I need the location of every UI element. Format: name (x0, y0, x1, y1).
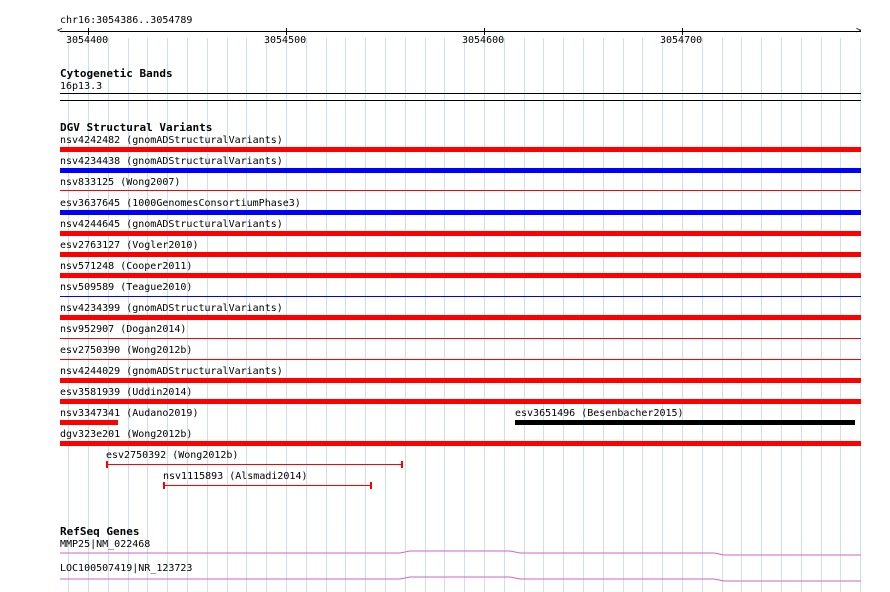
ruler-tick-label: 3054500 (264, 35, 307, 46)
variant-bar-complex[interactable] (515, 420, 855, 425)
cytoband-bar-bottom[interactable] (60, 100, 861, 101)
ruler-tick (682, 28, 683, 35)
ruler-axis (60, 31, 861, 32)
cytoband-label[interactable]: 16p13.3 (60, 81, 103, 92)
ruler-right-arrow: > (856, 26, 862, 36)
variant-label[interactable]: nsv4244029 (gnomADStructuralVariants) (60, 366, 283, 377)
variant-label[interactable]: nsv952907 (Dogan2014) (60, 324, 187, 335)
ruler-left-arrow: < (57, 26, 63, 36)
variant-label[interactable]: esv2750392 (Wong2012b) (106, 450, 239, 461)
ruler-tick-label: 3054600 (462, 35, 505, 46)
variant-bar-end-cap (401, 461, 403, 468)
variant-bar-gain[interactable] (60, 273, 861, 278)
ruler-tick-label: 3054700 (660, 35, 703, 46)
variant-label[interactable]: nsv1115893 (Alsmadi2014) (163, 471, 308, 482)
ruler-tick (286, 28, 287, 35)
variant-label[interactable]: nsv833125 (Wong2007) (60, 177, 181, 188)
variant-bar-end-cap (163, 482, 165, 489)
variant-bar-loss[interactable] (60, 168, 861, 173)
coordinate-range: chr16:3054386..3054789 (60, 15, 193, 26)
variant-label[interactable]: nsv4244645 (gnomADStructuralVariants) (60, 219, 283, 230)
variant-bar-gain[interactable] (60, 359, 861, 360)
variant-label[interactable]: nsv4234438 (gnomADStructuralVariants) (60, 156, 283, 167)
variant-bar-gain[interactable] (60, 190, 861, 191)
ruler-tick (88, 28, 89, 35)
gene-label[interactable]: MMP25|NM_022468 (60, 539, 151, 550)
variant-label[interactable]: esv3581939 (Uddin2014) (60, 387, 193, 398)
variant-bar-gain[interactable] (60, 147, 861, 152)
variant-bar-gain[interactable] (164, 485, 372, 486)
variant-bar-loss[interactable] (60, 296, 861, 297)
track-title-cytobands[interactable]: Cytogenetic Bands (60, 67, 173, 80)
ruler-tick (484, 28, 485, 35)
variant-bar-gain[interactable] (60, 378, 861, 383)
variant-bar-gain[interactable] (60, 252, 861, 257)
variant-bar-gain[interactable] (60, 420, 118, 425)
variant-bar-gain[interactable] (60, 338, 861, 339)
ruler-tick-label: 3054400 (66, 35, 109, 46)
variant-bar-loss[interactable] (60, 210, 861, 215)
variant-bar-gain[interactable] (60, 399, 861, 404)
variant-label[interactable]: nsv4242482 (gnomADStructuralVariants) (60, 135, 283, 146)
variant-bar-gain[interactable] (60, 315, 861, 320)
variant-label[interactable]: esv3651496 (Besenbacher2015) (515, 408, 684, 419)
variant-bar-gain[interactable] (60, 231, 861, 236)
variant-label[interactable]: esv2763127 (Vogler2010) (60, 240, 199, 251)
variant-bar-gain[interactable] (60, 441, 861, 446)
variant-label[interactable]: nsv4234399 (gnomADStructuralVariants) (60, 303, 283, 314)
variant-label[interactable]: nsv509589 (Teague2010) (60, 282, 193, 293)
variant-bar-end-cap (106, 461, 108, 468)
variant-label[interactable]: dgv323e201 (Wong2012b) (60, 429, 193, 440)
gene-model-mmp25 (60, 551, 861, 555)
variant-label[interactable]: esv3637645 (1000GenomesConsortiumPhase3) (60, 198, 301, 209)
gene-model-loc100507419 (60, 577, 861, 581)
variant-label[interactable]: nsv571248 (Cooper2011) (60, 261, 193, 272)
variant-bar-gain[interactable] (107, 464, 403, 465)
track-title-dgv[interactable]: DGV Structural Variants (60, 121, 213, 134)
variant-bar-end-cap (370, 482, 372, 489)
variant-label[interactable]: esv2750390 (Wong2012b) (60, 345, 193, 356)
cytoband-bar-top[interactable] (60, 93, 861, 94)
track-title-refseq[interactable]: RefSeq Genes (60, 525, 140, 538)
variant-label[interactable]: nsv3347341 (Audano2019) (60, 408, 199, 419)
gene-label[interactable]: LOC100507419|NR_123723 (60, 563, 193, 574)
